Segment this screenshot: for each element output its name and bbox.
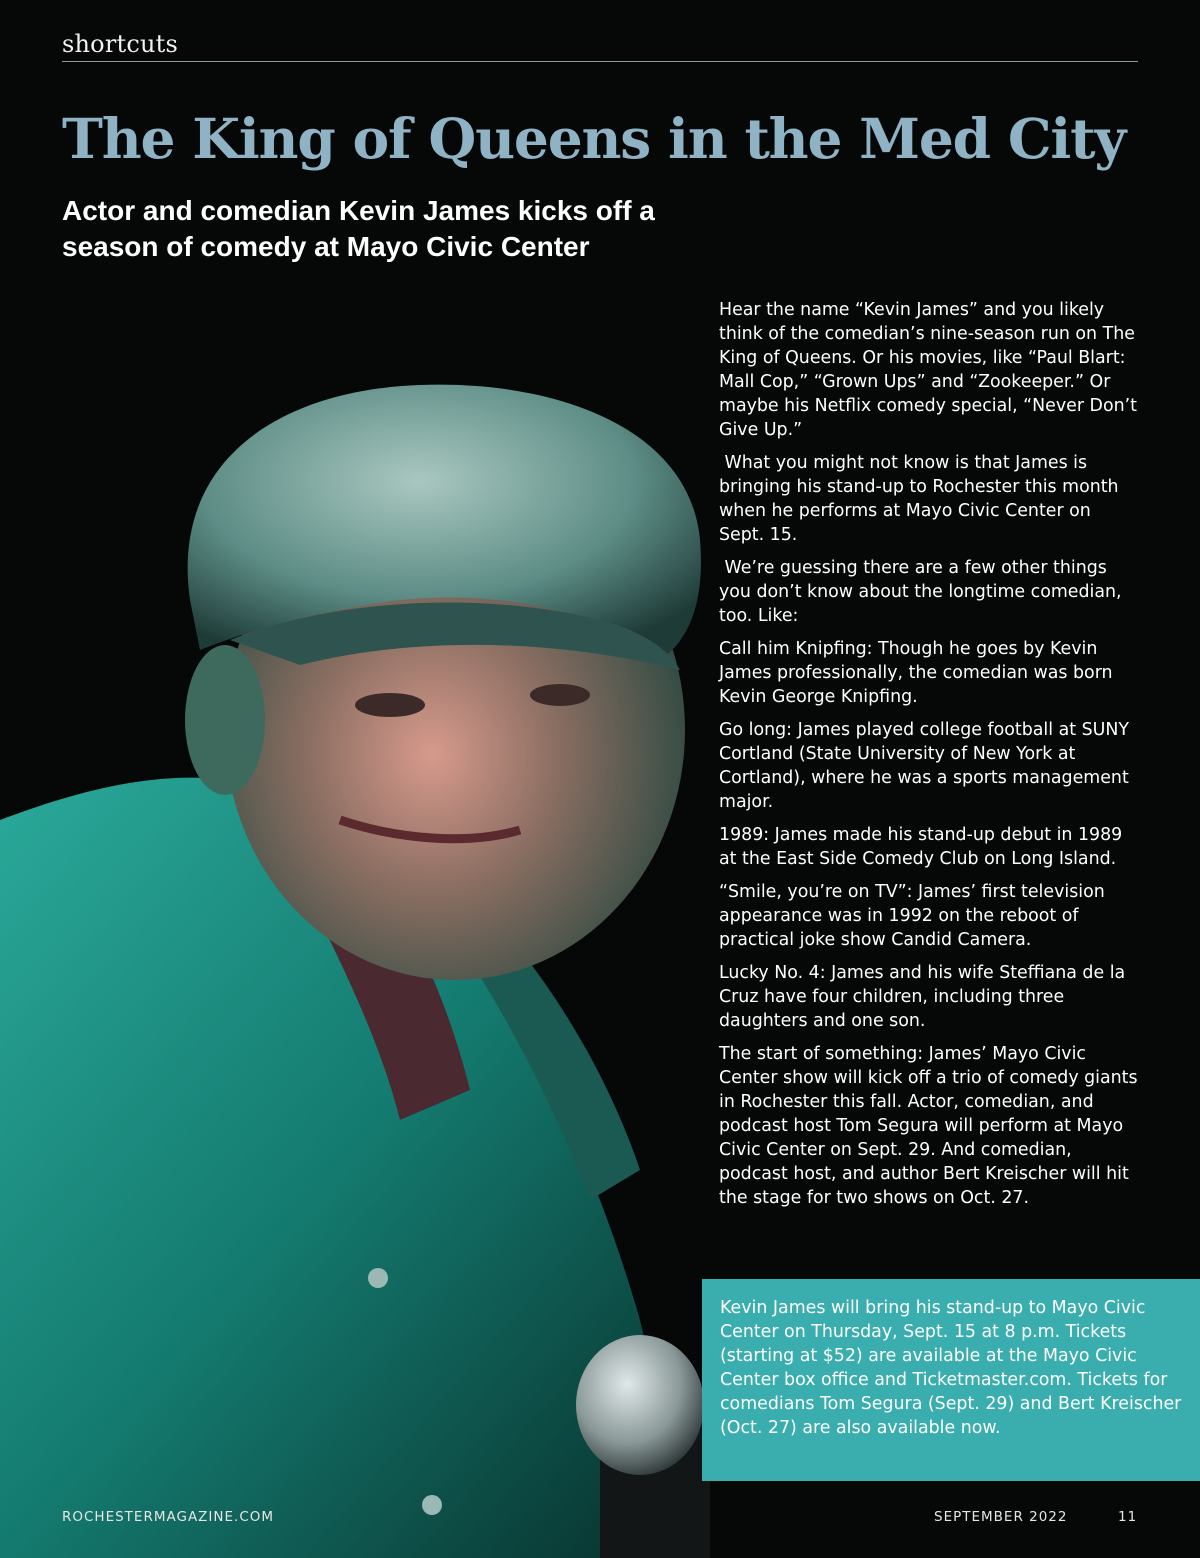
headline: The King of Queens in the Med City: [62, 106, 1126, 171]
article-body: [719, 298, 1139, 1219]
footer-site: ROCHESTERMAGAZINE.COM: [62, 1509, 275, 1525]
paragraph: Lucky No. 4: James and his wife Steffiana de la Cruz have four children, including three daughters and one son.: [719, 963, 1126, 1031]
section-label: shortcuts: [62, 30, 178, 58]
paragraph: “Smile, you’re on TV”: James’ first television appearance was in 1992 on the reboot of practical joke show Candid Camera.: [719, 882, 1105, 950]
paragraph: 1989: James made his stand-up debut in 1989 at the East Side Comedy Club on Long Island.: [719, 825, 1123, 869]
paragraph: The start of something: James’ Mayo Civic Center show will kick off a trio of comedy giants in Rochester this fall. Actor, comedian, and podcast host Tom Segura will perform at Mayo Civic Center on Sept. 29. And comedian, podcast host, and author Bert Kreischer will hit the stage for two shows on Oct. 27.: [719, 1044, 1138, 1208]
ticket-info-text: Kevin James will bring his stand-up to Mayo Civic Center on Thursday, Sept. 15 at 8 p.m. Tickets (starting at $52) are available at the Mayo Civic Center box office and Ticketmaster.com. Tickets for comedians Tom Segura (Sept. 29) and Bert Kreischer (Oct. 27) are also available now.: [720, 1298, 1182, 1438]
page-number: 11: [1118, 1509, 1138, 1525]
paragraph: What you might not know is that James is bringing his stand-up to Rochester this month when he performs at Mayo Civic Center on Sept. 15.: [719, 453, 1119, 545]
header-rule: [62, 61, 1138, 62]
paragraph: Call him Knipfing: Though he goes by Kevin James professionally, the comedian was born Kevin George Knipfing.: [719, 639, 1113, 707]
paragraph: Hear the name “Kevin James” and you likely think of the comedian’s nine-season run on The King of Queens. Or his movies, like “Paul Blart: Mall Cop,” “Grown Ups” and “Zookeeper.” Or maybe his Netflix comedy special, “Never Don’t Give Up.”: [719, 300, 1137, 440]
ticket-info-box: [702, 1279, 1200, 1481]
footer-issue: SEPTEMBER 2022: [934, 1509, 1068, 1525]
paragraph: Go long: James played college football at SUNY Cortland (State University of New York at Cortland), where he was a sports management major.: [719, 720, 1130, 812]
deck-subtitle: Actor and comedian Kevin James kicks off a season of comedy at Mayo Civic Center: [62, 195, 655, 262]
paragraph: We’re guessing there are a few other things you don’t know about the longtime comedian, too. Like:: [719, 558, 1122, 626]
